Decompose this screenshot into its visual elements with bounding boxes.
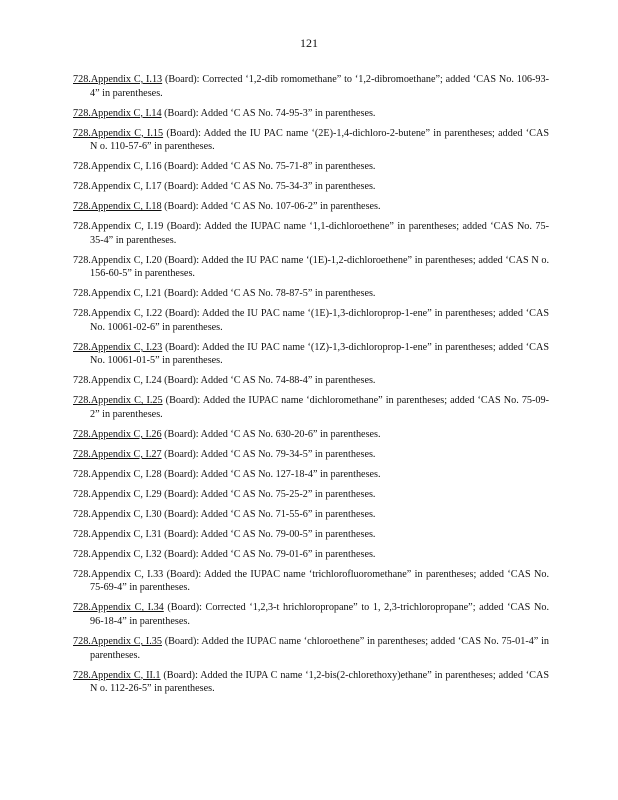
entry-text: (Board): Added the IUPAC name ‘1,1-dichloroethene” in parentheses; added ‘CAS No. 75-35-4” in parentheses.	[90, 221, 549, 246]
amendment-entry	[73, 200, 549, 214]
entry-text: (Board): Added ‘C AS No. 74-88-4” in parentheses.	[161, 375, 376, 387]
entry-text: (Board): Added ‘C AS No. 71-55-6” in parentheses.	[161, 508, 376, 520]
entry-reference: 728.Appendix C, I.29	[73, 488, 162, 500]
entry-reference: 728.Appendix C, I.22	[73, 308, 163, 320]
entry-text: (Board): Added ‘C AS No. 79-00-5” in parentheses.	[161, 528, 376, 540]
entry-reference: 728.Appendix C, I.23	[73, 341, 163, 353]
amendment-entry	[73, 254, 549, 281]
entry-reference: 728.Appendix C, I.18	[73, 201, 162, 213]
amendment-entry	[73, 488, 549, 502]
entry-text: (Board): Added the IU PAC name ‘(1E)-1,2-dichloroethene” in parentheses; added ‘CAS N o. 156-60-5” in parentheses.	[90, 254, 550, 280]
entry-text: (Board): Added ‘C AS No. 78-87-5” in parentheses.	[161, 288, 376, 300]
entry-text: (Board): Added the IUPA C name ‘1,2-bis(2-chlorethoxy)ethane” in parentheses; added ‘CAS N o. 112-26-5” in parentheses.	[90, 669, 549, 695]
entry-reference: 728.Appendix C, I.26	[73, 428, 162, 440]
amendment-entry	[73, 73, 549, 100]
amendment-entries	[73, 73, 549, 702]
entry-reference: 728.Appendix C, I.34	[73, 602, 164, 614]
entry-reference: 728.Appendix C, I.20	[73, 254, 162, 266]
amendment-entry	[73, 635, 549, 662]
entry-text: (Board): Added the IUPAC name ‘dichloromethane” in parentheses; added ‘CAS No. 75-09-2” in parentheses.	[90, 395, 549, 420]
amendment-entry	[73, 508, 549, 522]
amendment-entry	[73, 528, 549, 542]
amendment-entry	[73, 669, 549, 696]
entry-text: (Board): Added ‘C AS No. 630-20-6” in parentheses.	[161, 428, 381, 440]
amendment-entry	[73, 428, 549, 442]
entry-reference: 728.Appendix C, I.14	[73, 107, 162, 119]
entry-text: (Board): Added the IUPAC name ‘chloroethene” in parentheses; added ‘CAS No. 75-01-4” in parentheses.	[90, 636, 549, 661]
entry-reference: 728.Appendix C, II.1	[73, 669, 161, 681]
amendment-entry	[73, 341, 549, 368]
entry-text: (Board): Added ‘C AS No. 79-01-6” in parentheses.	[161, 548, 376, 560]
entry-text: (Board): Added the IU PAC name ‘(1Z)-1,3-dichloroprop-1-ene” in parentheses; added ‘CAS No. 10061-01-5” in parentheses.	[90, 341, 549, 367]
amendment-entry	[73, 374, 549, 388]
entry-text: (Board): Added ‘C AS No. 79-34-5” in parentheses.	[161, 448, 376, 460]
entry-text: (Board): Added the IU PAC name ‘(1E)-1,3-dichloroprop-1-ene” in parentheses; added ‘CAS No. 10061-02-6” in parentheses.	[90, 308, 549, 333]
entry-text: (Board): Added ‘C AS No. 75-71-8” in parentheses.	[161, 161, 376, 173]
entry-text: (Board): Added ‘C AS No. 74-95-3” in parentheses.	[161, 107, 376, 119]
entry-reference: 728.Appendix C, I.32	[73, 548, 162, 560]
amendment-entry	[73, 448, 549, 462]
entry-reference: 728.Appendix C, I.17	[73, 181, 162, 193]
entry-reference: 728.Appendix C, I.27	[73, 448, 162, 460]
entry-reference: 728.Appendix C, I.25	[73, 395, 163, 407]
entry-text: (Board): Added the IU PAC name ‘(2E)-1,4-dichloro-2-butene” in parentheses; added ‘CAS N o. 110-57-6” in parentheses.	[90, 127, 550, 153]
entry-text: (Board): Added ‘C AS No. 127-18-4” in parentheses.	[161, 468, 381, 480]
amendment-entry	[73, 107, 549, 121]
entry-text: (Board): Added ‘C AS No. 75-25-2” in parentheses.	[161, 488, 376, 500]
entry-reference: 728.Appendix C, I.28	[73, 468, 162, 480]
amendment-entry	[73, 160, 549, 174]
amendment-entry	[73, 127, 549, 154]
entry-reference: 728.Appendix C, I.31	[73, 528, 162, 540]
entry-text: (Board): Corrected ‘1,2-dib romomethane” to ‘1,2-dibromoethane”; added ‘CAS No. 106-93-4” in parentheses.	[90, 74, 549, 99]
entry-reference: 728.Appendix C, I.30	[73, 508, 162, 520]
entry-reference: 728.Appendix C, I.21	[73, 288, 162, 300]
entry-reference: 728.Appendix C, I.19	[73, 221, 164, 233]
entry-reference: 728.Appendix C, I.16	[73, 161, 162, 173]
entry-reference: 728.Appendix C, I.13	[73, 74, 163, 85]
entry-reference: 728.Appendix C, I.15	[73, 127, 164, 139]
amendment-entry	[73, 468, 549, 482]
entry-text: (Board): Added the IUPAC name ‘trichlorofluoromethane” in parentheses; added ‘CAS No. 75-69-4” in parentheses.	[90, 568, 550, 594]
entry-reference: 728.Appendix C, I.33	[73, 568, 164, 580]
amendment-entry	[73, 394, 549, 421]
amendment-entry	[73, 307, 549, 334]
amendment-entry	[73, 287, 549, 301]
amendment-entry	[73, 220, 549, 247]
entry-text: (Board): Added ‘C AS No. 75-34-3” in parentheses.	[161, 181, 376, 193]
entry-reference: 728.Appendix C, I.35	[73, 636, 162, 647]
amendment-entry	[73, 568, 549, 595]
page-number: 121	[300, 36, 318, 50]
amendment-entry	[73, 180, 549, 194]
entry-text: (Board): Corrected ‘1,2,3-t hrichloropropane” to 1, 2,3-trichloropropane”; added ‘CAS No. 96-18-4” in parentheses.	[90, 602, 549, 628]
entry-reference: 728.Appendix C, I.24	[73, 375, 162, 387]
amendment-entry	[73, 548, 549, 562]
amendment-entry	[73, 601, 549, 628]
entry-text: (Board): Added ‘C AS No. 107-06-2” in parentheses.	[161, 201, 381, 213]
